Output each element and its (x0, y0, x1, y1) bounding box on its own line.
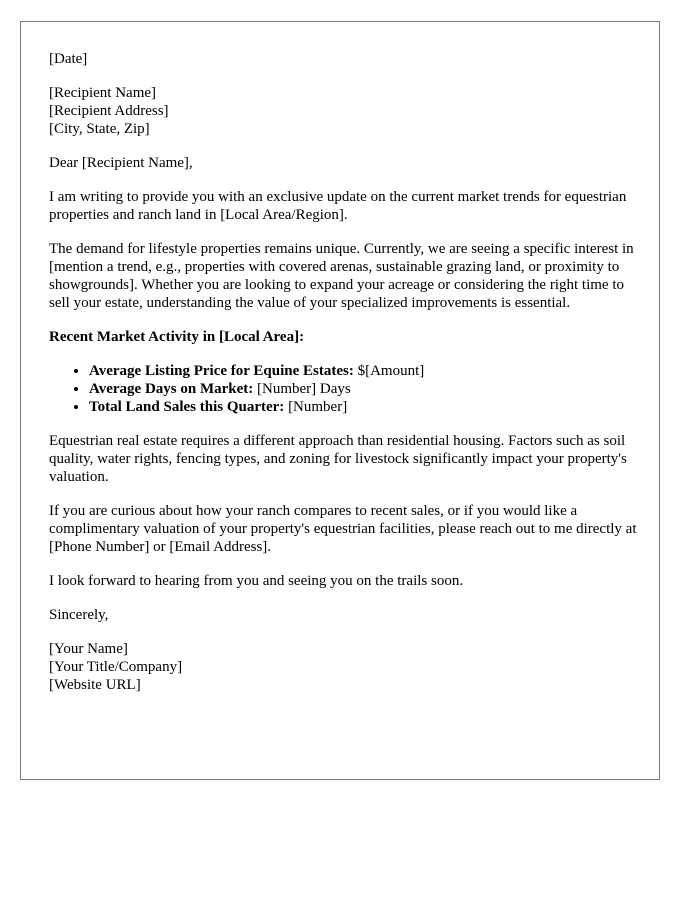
recipient-block (49, 84, 639, 138)
list-item (89, 380, 639, 398)
signature-title-company: [Your Title/Company] (49, 659, 183, 675)
list-item-value: [Number] (284, 399, 348, 415)
signature-block (49, 640, 639, 694)
salutation: Dear [Recipient Name], (49, 155, 193, 171)
list-item (89, 362, 639, 380)
list-item (89, 398, 639, 416)
closing-line: I look forward to hearing from you and seeing you on the trails soon. (49, 573, 464, 589)
recipient-city-state-zip: [City, State, Zip] (49, 121, 150, 137)
call-to-action-paragraph: If you are curious about how your ranch compares to recent sales, or if you would like a complimentary valuation of your property's equestrian facilities, please reach out to me directly at [Phone Number] or [Email Address]. (49, 503, 637, 555)
list-item-label: Average Listing Price for Equine Estates: (89, 363, 354, 379)
demand-paragraph: The demand for lifestyle properties remains unique. Currently, we are seeing a specific interest in [mention a trend, e.g., properties with covered arenas, sustainable grazing land, or proximity to showgrounds]. Whether you are looking to expand your acreage or considering the right time to sell your estate, understanding the value of your specialized improvements is essential. (49, 241, 634, 311)
signature-website: [Website URL] (49, 677, 141, 693)
letter-body (49, 50, 639, 710)
recipient-name: [Recipient Name] (49, 85, 157, 101)
list-item-value: $[Amount] (353, 363, 425, 379)
signature-name: [Your Name] (49, 641, 128, 657)
market-activity-heading: Recent Market Activity in [Local Area]: (49, 329, 305, 345)
factors-paragraph: Equestrian real estate requires a different approach than residential housing. Factors such as soil quality, water rights, fencing types, and zoning for livestock significantly impact your property's valuation. (49, 433, 627, 485)
list-item-label: Total Land Sales this Quarter: (89, 399, 285, 415)
intro-paragraph: I am writing to provide you with an exclusive update on the current market trends for equestrian properties and ranch land in [Local Area/Region]. (49, 189, 627, 223)
recipient-address: [Recipient Address] (49, 103, 169, 119)
list-item-value: [Number] Days (253, 381, 351, 397)
letter-page (20, 21, 660, 780)
signoff: Sincerely, (49, 607, 109, 623)
date-line: [Date] (49, 51, 88, 67)
list-item-label: Average Days on Market: (89, 381, 254, 397)
market-activity-list (49, 362, 639, 416)
